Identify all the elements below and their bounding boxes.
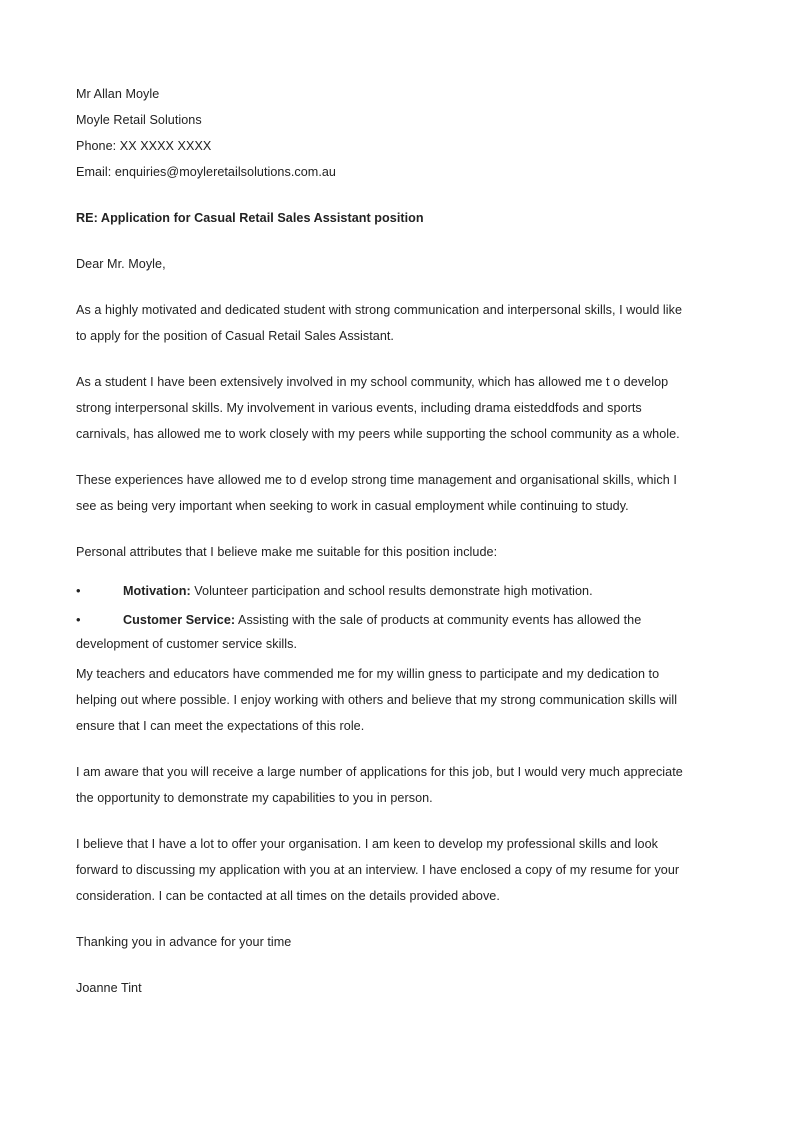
paragraph-intro (76, 297, 716, 349)
paragraph-line: I believe that I have a lot to offer your organisation. I am keen to develop my professional skills and look (76, 837, 659, 851)
paragraph-line: Personal attributes that I believe make me suitable for this position include: (76, 545, 498, 559)
paragraph-line: forward to discussing my application with you at an interview. I have enclosed a copy of my resume for your (76, 863, 680, 877)
paragraph-thanks (76, 929, 716, 955)
sender-company: Moyle Retail Solutions (76, 113, 202, 127)
paragraph-awareness (76, 759, 716, 811)
paragraph-offer (76, 831, 716, 909)
paragraph-line: Thanking you in advance for your time (76, 935, 292, 949)
sender-name: Mr Allan Moyle (76, 87, 160, 101)
paragraph-attributes-intro (76, 539, 716, 565)
bullet-term: Motivation: (123, 584, 191, 598)
bullet-text: Assisting with the sale of products at community events has allowed the (235, 613, 642, 627)
paragraph-line: helping out where possible. I enjoy working with others and believe that my strong communication skills will (76, 693, 678, 707)
paragraph-line: ensure that I can meet the expectations of this role. (76, 719, 365, 733)
sender-block (76, 81, 716, 185)
paragraph-line: These experiences have allowed me to d evelop strong time management and organisational skills, which I (76, 473, 677, 487)
signature: Joanne Tint (76, 981, 142, 995)
paragraph-line: My teachers and educators have commended me for my willin gness to participate and my dedication to (76, 667, 660, 681)
list-item (76, 608, 716, 656)
bullet-term: Customer Service: (123, 613, 236, 627)
salutation: Dear Mr. Moyle, (76, 257, 166, 271)
paragraph-line: As a student I have been extensively involved in my school community, which has allowed me t o develop (76, 375, 669, 389)
paragraph-line: I am aware that you will receive a large number of applications for this job, but I would very much appreciate (76, 765, 683, 779)
paragraph-line: to apply for the position of Casual Retail Sales Assistant. (76, 329, 394, 343)
sender-phone: Phone: XX XXXX XXXX (76, 139, 212, 153)
paragraph-line: As a highly motivated and dedicated student with strong communication and interpersonal skills, I would like (76, 303, 683, 317)
list-item (76, 579, 716, 603)
paragraph-line: strong interpersonal skills. My involvement in various events, including drama eisteddfods and sports (76, 401, 642, 415)
bullet-icon: • (76, 612, 81, 627)
bullet-icon: • (76, 583, 81, 598)
paragraph-line: the opportunity to demonstrate my capabilities to you in person. (76, 791, 433, 805)
paragraph-commendation (76, 661, 716, 739)
subject-line: RE: Application for Casual Retail Sales Assistant position (76, 211, 424, 225)
paragraph-line: consideration. I can be contacted at all times on the details provided above. (76, 889, 500, 903)
sender-email: Email: enquiries@moyleretailsolutions.com.au (76, 165, 336, 179)
paragraph-school-involvement (76, 369, 716, 447)
attributes-list (76, 579, 716, 656)
bullet-text: Volunteer participation and school results demonstrate high motivation. (190, 584, 593, 598)
paragraph-experiences (76, 467, 716, 519)
paragraph-line: see as being very important when seeking to work in casual employment while continuing to study. (76, 499, 629, 513)
letter-body (76, 81, 716, 1001)
paragraph-line: carnivals, has allowed me to work closely with my peers while supporting the school community as a whole. (76, 427, 680, 441)
bullet-continuation: development of customer service skills. (76, 637, 298, 651)
